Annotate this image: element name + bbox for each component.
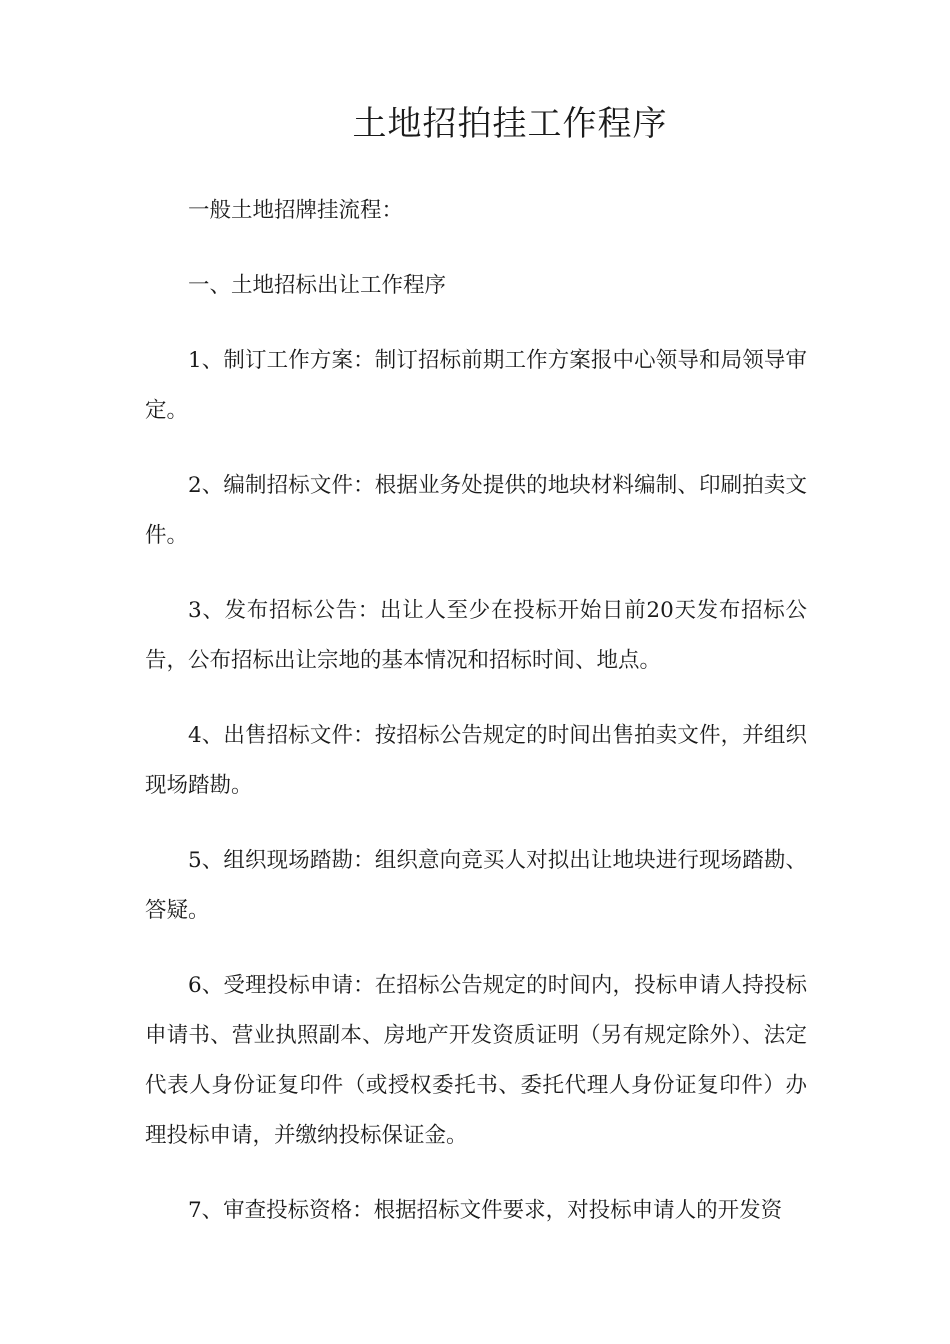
section-heading: 一、土地招标出让工作程序 [188, 273, 447, 298]
paragraph-step-7: 7、审查投标资格：根据招标文件要求，对投标申请人的开发资 [188, 1198, 783, 1223]
paragraph-step-1: 1、制订工作方案：制订招标前期工作方案报中心领导和局领导审定。 [145, 348, 807, 423]
paragraph-step-5: 5、组织现场踏勘：组织意向竞买人对拟出让地块进行现场踏勘、答疑。 [145, 848, 807, 923]
paragraph-step-6: 6、受理投标申请：在招标公告规定的时间内，投标申请人持投标申请书、营业执照副本、房地产开发资质证明（另有规定除外）、法定代表人身份证复印件（或授权委托书、委托代理人身份证复印件）办理投标申请，并缴纳投标保证金。 [145, 973, 807, 1148]
paragraph-intro: 一般土地招牌挂流程： [188, 198, 404, 223]
paragraph-step-3: 3、发布招标公告：出让人至少在投标开始日前20天发布招标公告，公布招标出让宗地的基本情况和招标时间、地点。 [145, 598, 807, 673]
document-title: 土地招拍挂工作程序 [352, 104, 668, 144]
document-body [145, 186, 807, 1261]
paragraph-step-2: 2、编制招标文件：根据业务处提供的地块材料编制、印刷拍卖文件。 [145, 473, 807, 548]
paragraph-step-4: 4、出售招标文件：按招标公告规定的时间出售拍卖文件，并组织现场踏勘。 [145, 723, 807, 798]
